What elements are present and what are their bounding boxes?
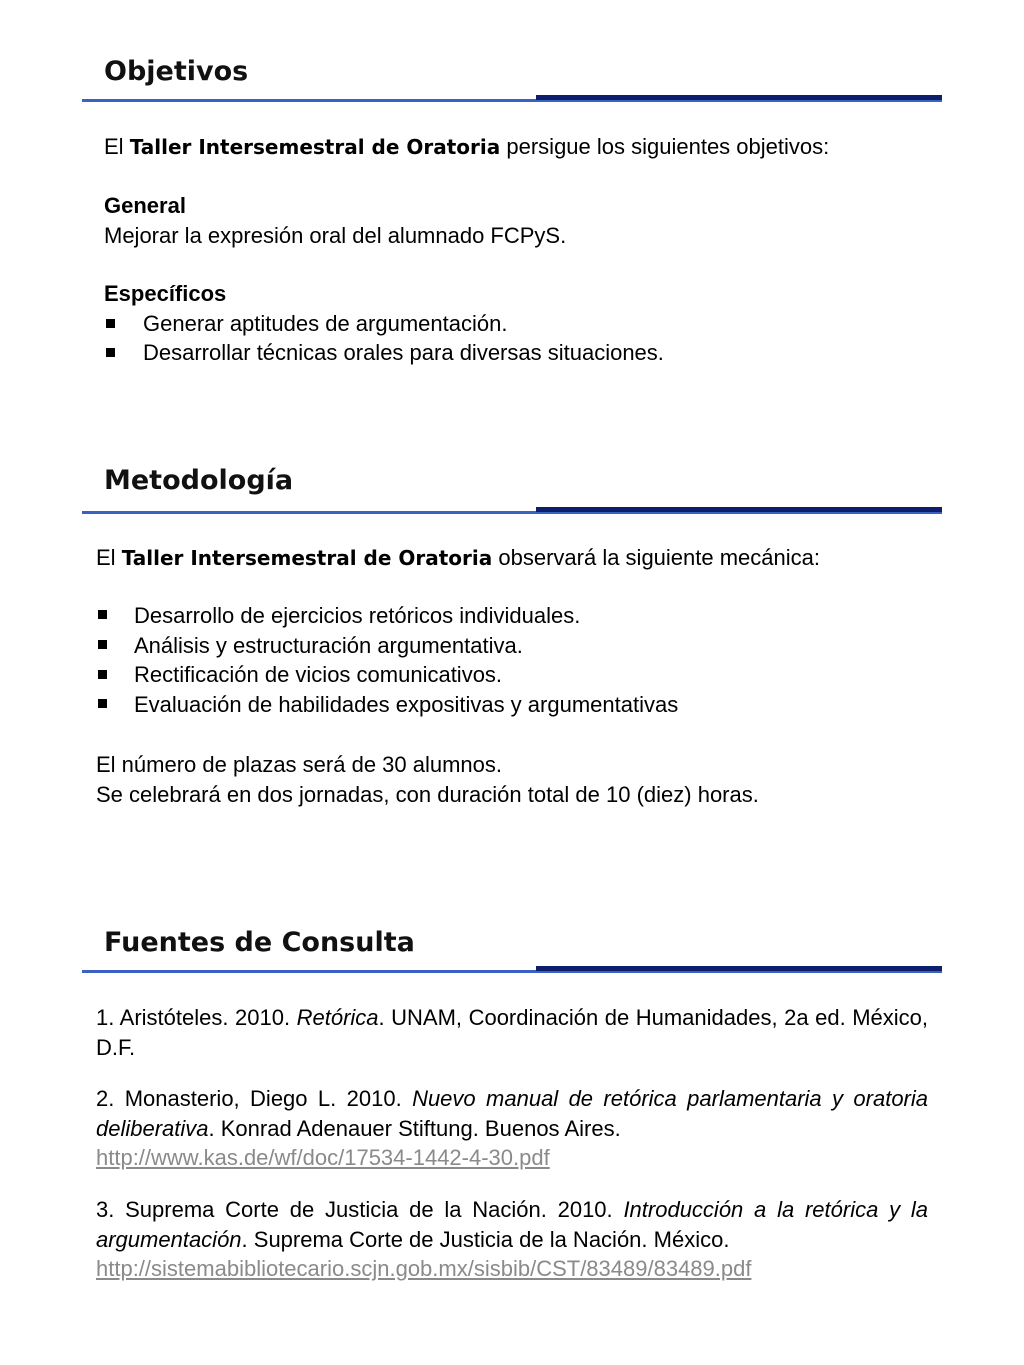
reference-author: 1. Aristóteles. 2010. xyxy=(96,1005,297,1030)
bullet-icon xyxy=(106,319,115,328)
intro-prefix: El xyxy=(96,545,122,570)
intro-workshop-name: Taller Intersemestral de Oratoria xyxy=(121,546,493,570)
metodologia-title: Metodología xyxy=(104,465,294,496)
reference-publisher: . UNAM, Coordinación de Humanidades, 2a ed. México, D.F. xyxy=(96,1005,929,1060)
reference-author: 2. Monasterio, Diego L. 2010. xyxy=(96,1086,413,1111)
fuentes-title: Fuentes de Consulta xyxy=(104,927,415,958)
plazas-text: El número de plazas será de 30 alumnos. xyxy=(96,752,503,777)
objetivos-intro xyxy=(104,132,829,162)
bullet-icon xyxy=(98,640,107,649)
objetivos-title: Objetivos xyxy=(104,56,249,87)
reference-2 xyxy=(96,1084,928,1173)
metodologia-intro xyxy=(96,543,820,573)
reference-title: Introducción a la retórica y la argumentación xyxy=(96,1197,928,1252)
reference-title: Retórica xyxy=(296,1005,379,1030)
reference-1 xyxy=(96,1003,928,1062)
reference-3 xyxy=(96,1195,928,1284)
metodologia-item: Evaluación de habilidades expositivas y argumentativas xyxy=(134,692,679,717)
metodologia-divider-accent xyxy=(536,507,942,512)
intro-workshop-name: Taller Intersemestral de Oratoria xyxy=(129,135,501,159)
general-text: Mejorar la expresión oral del alumnado FCPyS. xyxy=(104,223,567,248)
especificos-heading: Específicos xyxy=(104,281,227,306)
metodologia-item: Rectificación de vicios comunicativos. xyxy=(134,662,503,687)
intro-prefix: El xyxy=(104,134,130,159)
intro-suffix: observará la siguiente mecánica: xyxy=(492,545,820,570)
metodologia-item: Desarrollo de ejercicios retóricos individuales. xyxy=(134,603,581,628)
metodologia-item: Análisis y estructuración argumentativa. xyxy=(134,633,523,658)
general-heading: General xyxy=(104,193,186,218)
objetivos-divider-accent xyxy=(536,95,942,100)
especificos-item: Generar aptitudes de argumentación. xyxy=(143,311,508,336)
reference-publisher: . Suprema Corte de Justicia de la Nación. México. xyxy=(241,1226,730,1252)
bullet-icon xyxy=(98,670,107,679)
bullet-icon xyxy=(98,610,107,619)
reference-title: Nuevo manual de retórica parlamentaria y oratoria deliberativa xyxy=(96,1086,929,1141)
intro-suffix: persigue los siguientes objetivos: xyxy=(500,134,830,159)
jornadas-text: Se celebrará en dos jornadas, con duración total de 10 (diez) horas. xyxy=(96,782,759,807)
bullet-icon xyxy=(106,348,115,357)
reference-link[interactable]: http://www.kas.de/wf/doc/17534-1442-4-30.pdf xyxy=(96,1145,550,1170)
especificos-item: Desarrollar técnicas orales para diversas situaciones. xyxy=(143,340,664,365)
reference-author: 3. Suprema Corte de Justicia de la Nación. 2010. xyxy=(96,1197,624,1222)
bullet-icon xyxy=(98,699,107,708)
reference-publisher: . Konrad Adenauer Stiftung. Buenos Aires. xyxy=(208,1115,621,1141)
fuentes-divider-accent xyxy=(536,966,942,971)
reference-link[interactable]: http://sistemabibliotecario.scjn.gob.mx/sisbib/CST/83489/83489.pdf xyxy=(96,1256,752,1281)
